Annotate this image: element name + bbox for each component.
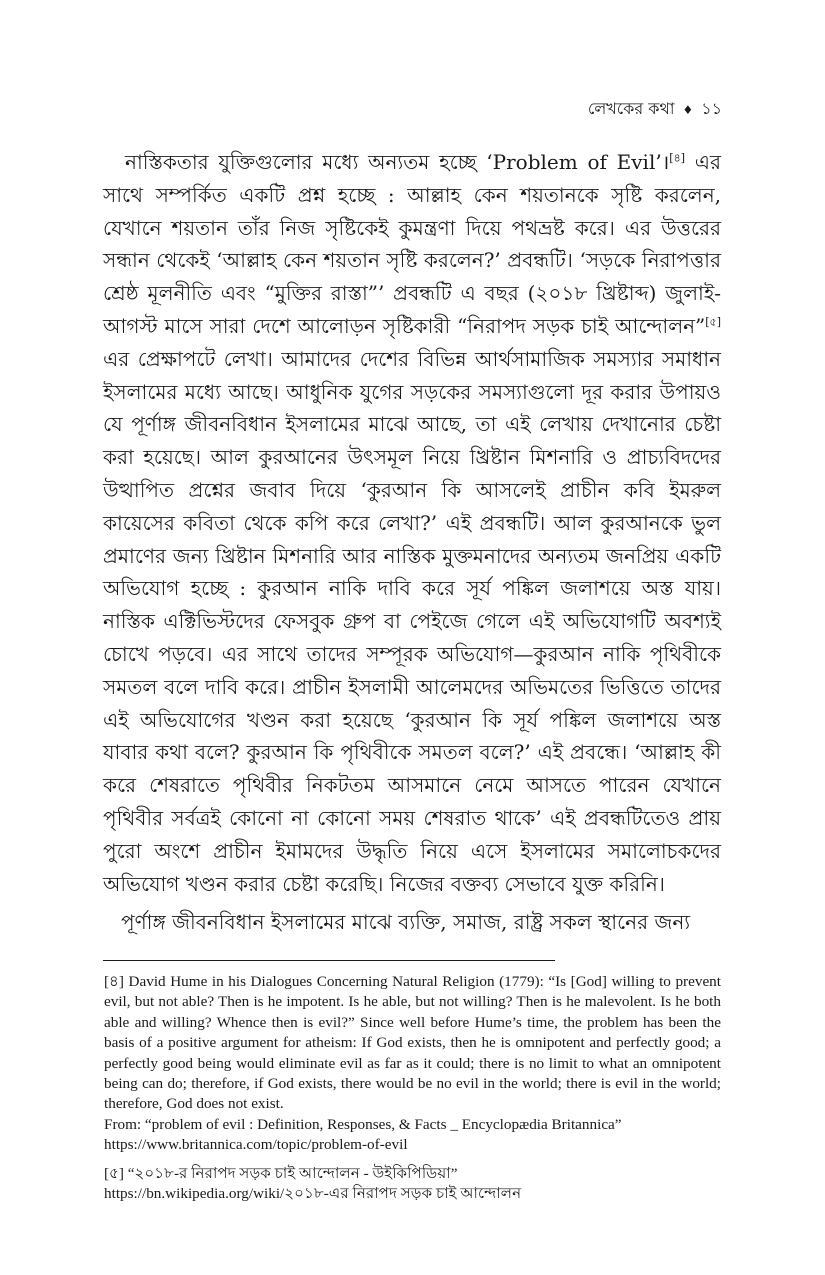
footnote-divider [103, 960, 555, 961]
footnote-5: [৫] “২০১৮-র নিরাপদ সড়ক চাই আন্দোলন - উইকিপিডিয়া” [104, 1164, 458, 1182]
main-text [103, 146, 721, 939]
section-title: লেখকের কথা [587, 99, 675, 118]
diamond-separator-icon: ♦ [682, 102, 694, 117]
paragraph-text: এর সাথে সম্পর্কিত একটি প্রশ্ন হচ্ছে : আল্লাহ কেন শয়তানকে সৃষ্টি করলেন, যেখানে শয়তান তাঁর নিজ সৃষ্টিকেই কুমন্ত্রণা দিয়ে পথভ্রষ্ট করে। এর উত্তরের সন্ধান থেকেই ‘আল্লাহ কেন শয়তান সৃষ্টি করলেন?’ প্রবন্ধটি। ‘সড়কে নিরাপত্তার শ্রেষ্ঠ মূলনীতি এবং “মুক্তির রাস্তা”’ প্রবন্ধটি এ বছর (২০১৮ খ্রিষ্টাব্দ) জুলাই-আগস্ট মাসে সারা দেশে আলোড়ন সৃষ্টিকারী “নিরাপদ সড়ক চাই আন্দোলন” [103, 150, 721, 338]
footnote-ref-4: [৪] [669, 151, 686, 165]
footnote-4: [৪] David Hume in his Dialogues Concerning Natural Religion (1779): “Is [God] willing to prevent evil, but not able? Then is he impotent. Is he able, but not willing? Then is he malevolent. Is he both able and willing? Whence then is evil?” Since well before Hume’s time, the problem has been the basis of a positive argument for atheism: If God exists, then he is omnipotent and perfectly good; a perfectly good being would eliminate evil as far as it could; there is no limit to what an omnipotent being can do; therefore, if God exists, there would be no evil in the world; there is evil in the world; therefore, God does not exist. [104, 973, 721, 1113]
page-number: ১১ [701, 99, 722, 118]
footnote-ref-5: [৫] [705, 315, 721, 329]
footnote-4-url: https://www.britannica.com/topic/problem-of-evil [104, 1136, 408, 1154]
paragraph: পূর্ণাঙ্গ জীবনবিধান ইসলামের মাঝে ব্যক্তি, সমাজ, রাষ্ট্র সকল স্থানের জন্য [121, 910, 691, 935]
paragraph-text: নাস্তিকতার যুক্তিগুলোর মধ্যে অন্যতম হচ্ছে ‘Problem of Evil’। [125, 150, 670, 174]
footnotes [104, 972, 721, 1204]
footnote-4-source: From: “problem of evil : Definition, Responses, & Facts _ Encyclopædia Britannica” [104, 1115, 622, 1133]
footnote-5-url: https://bn.wikipedia.org/wiki/২০১৮-এর নিরাপদ সড়ক চাই আন্দোলন [104, 1185, 522, 1203]
paragraph [103, 146, 721, 900]
running-header [588, 96, 722, 123]
paragraph-text: এর প্রেক্ষাপটে লেখা। আমাদের দেশের বিভিন্ন আর্থসামাজিক সমস্যার সমাধান ইসলামের মধ্যে আছে। আধুনিক যুগের সড়কের সমস্যাগুলো দূর করার উপায়ও যে পূর্ণাঙ্গ জীবনবিধান ইসলামের মাঝে আছে, তা এই লেখায় দেখানোর চেষ্টা করা হয়েছে। আল কুরআনের উৎসমূল নিয়ে খ্রিষ্টান মিশনারি ও প্রাচ্যবিদদের উত্থাপিত প্রশ্নের জবাব দিয়ে ‘কুরআন কি আসলেই প্রাচীন কবি ইমরুল কায়েসের কবিতা থেকে কপি করে লেখা?’ এই প্রবন্ধটি। আল কুরআনকে ভুল প্রমাণের জন্য খ্রিষ্টান মিশনারি আর নাস্তিক মুক্তমনাদের অন্যতম জনপ্রিয় একটি অভিযোগ হচ্ছে : কুরআন নাকি দাবি করে সূর্য পঙ্কিল জলাশয়ে অস্ত যায়। নাস্তিক এক্টিভিস্টদের ফেসবুক গ্রুপ বা পেইজে গেলে এই অভিযোগটি অবশ্যই চোখে পড়বে। এর সাথে তাদের সম্পূরক অভিযোগ—কুরআন নাকি পৃথিবীকে সমতল বলে দাবি করে। প্রাচীন ইসলামী আলেমদের অভিমতের ভিত্তিতে তাদের এই অভিযোগের খণ্ডন করা হয়েছে ‘কুরআন কি সূর্য পঙ্কিল জলাশয়ে অস্ত যাবার কথা বলে? কুরআন কি পৃথিবীকে সমতল বলে?’ এই প্রবন্ধে। ‘আল্লাহ কী করে শেষরাতে পৃথিবীর নিকটতম আসমানে নেমে আসতে পারেন যেখানে পৃথিবীর সর্বত্রই কোনো না কোনো সময় শেষরাত থাকে’ এই প্রবন্ধটিতেও প্রায় পুরো অংশে প্রাচীন ইমামদের উদ্ধৃতি নিয়ে এসে ইসলামের সমালোচকদের অভিযোগ খণ্ডন করার চেষ্টা করেছি। নিজের বক্তব্য সেভাবে যুক্ত করিনি। [103, 346, 721, 896]
